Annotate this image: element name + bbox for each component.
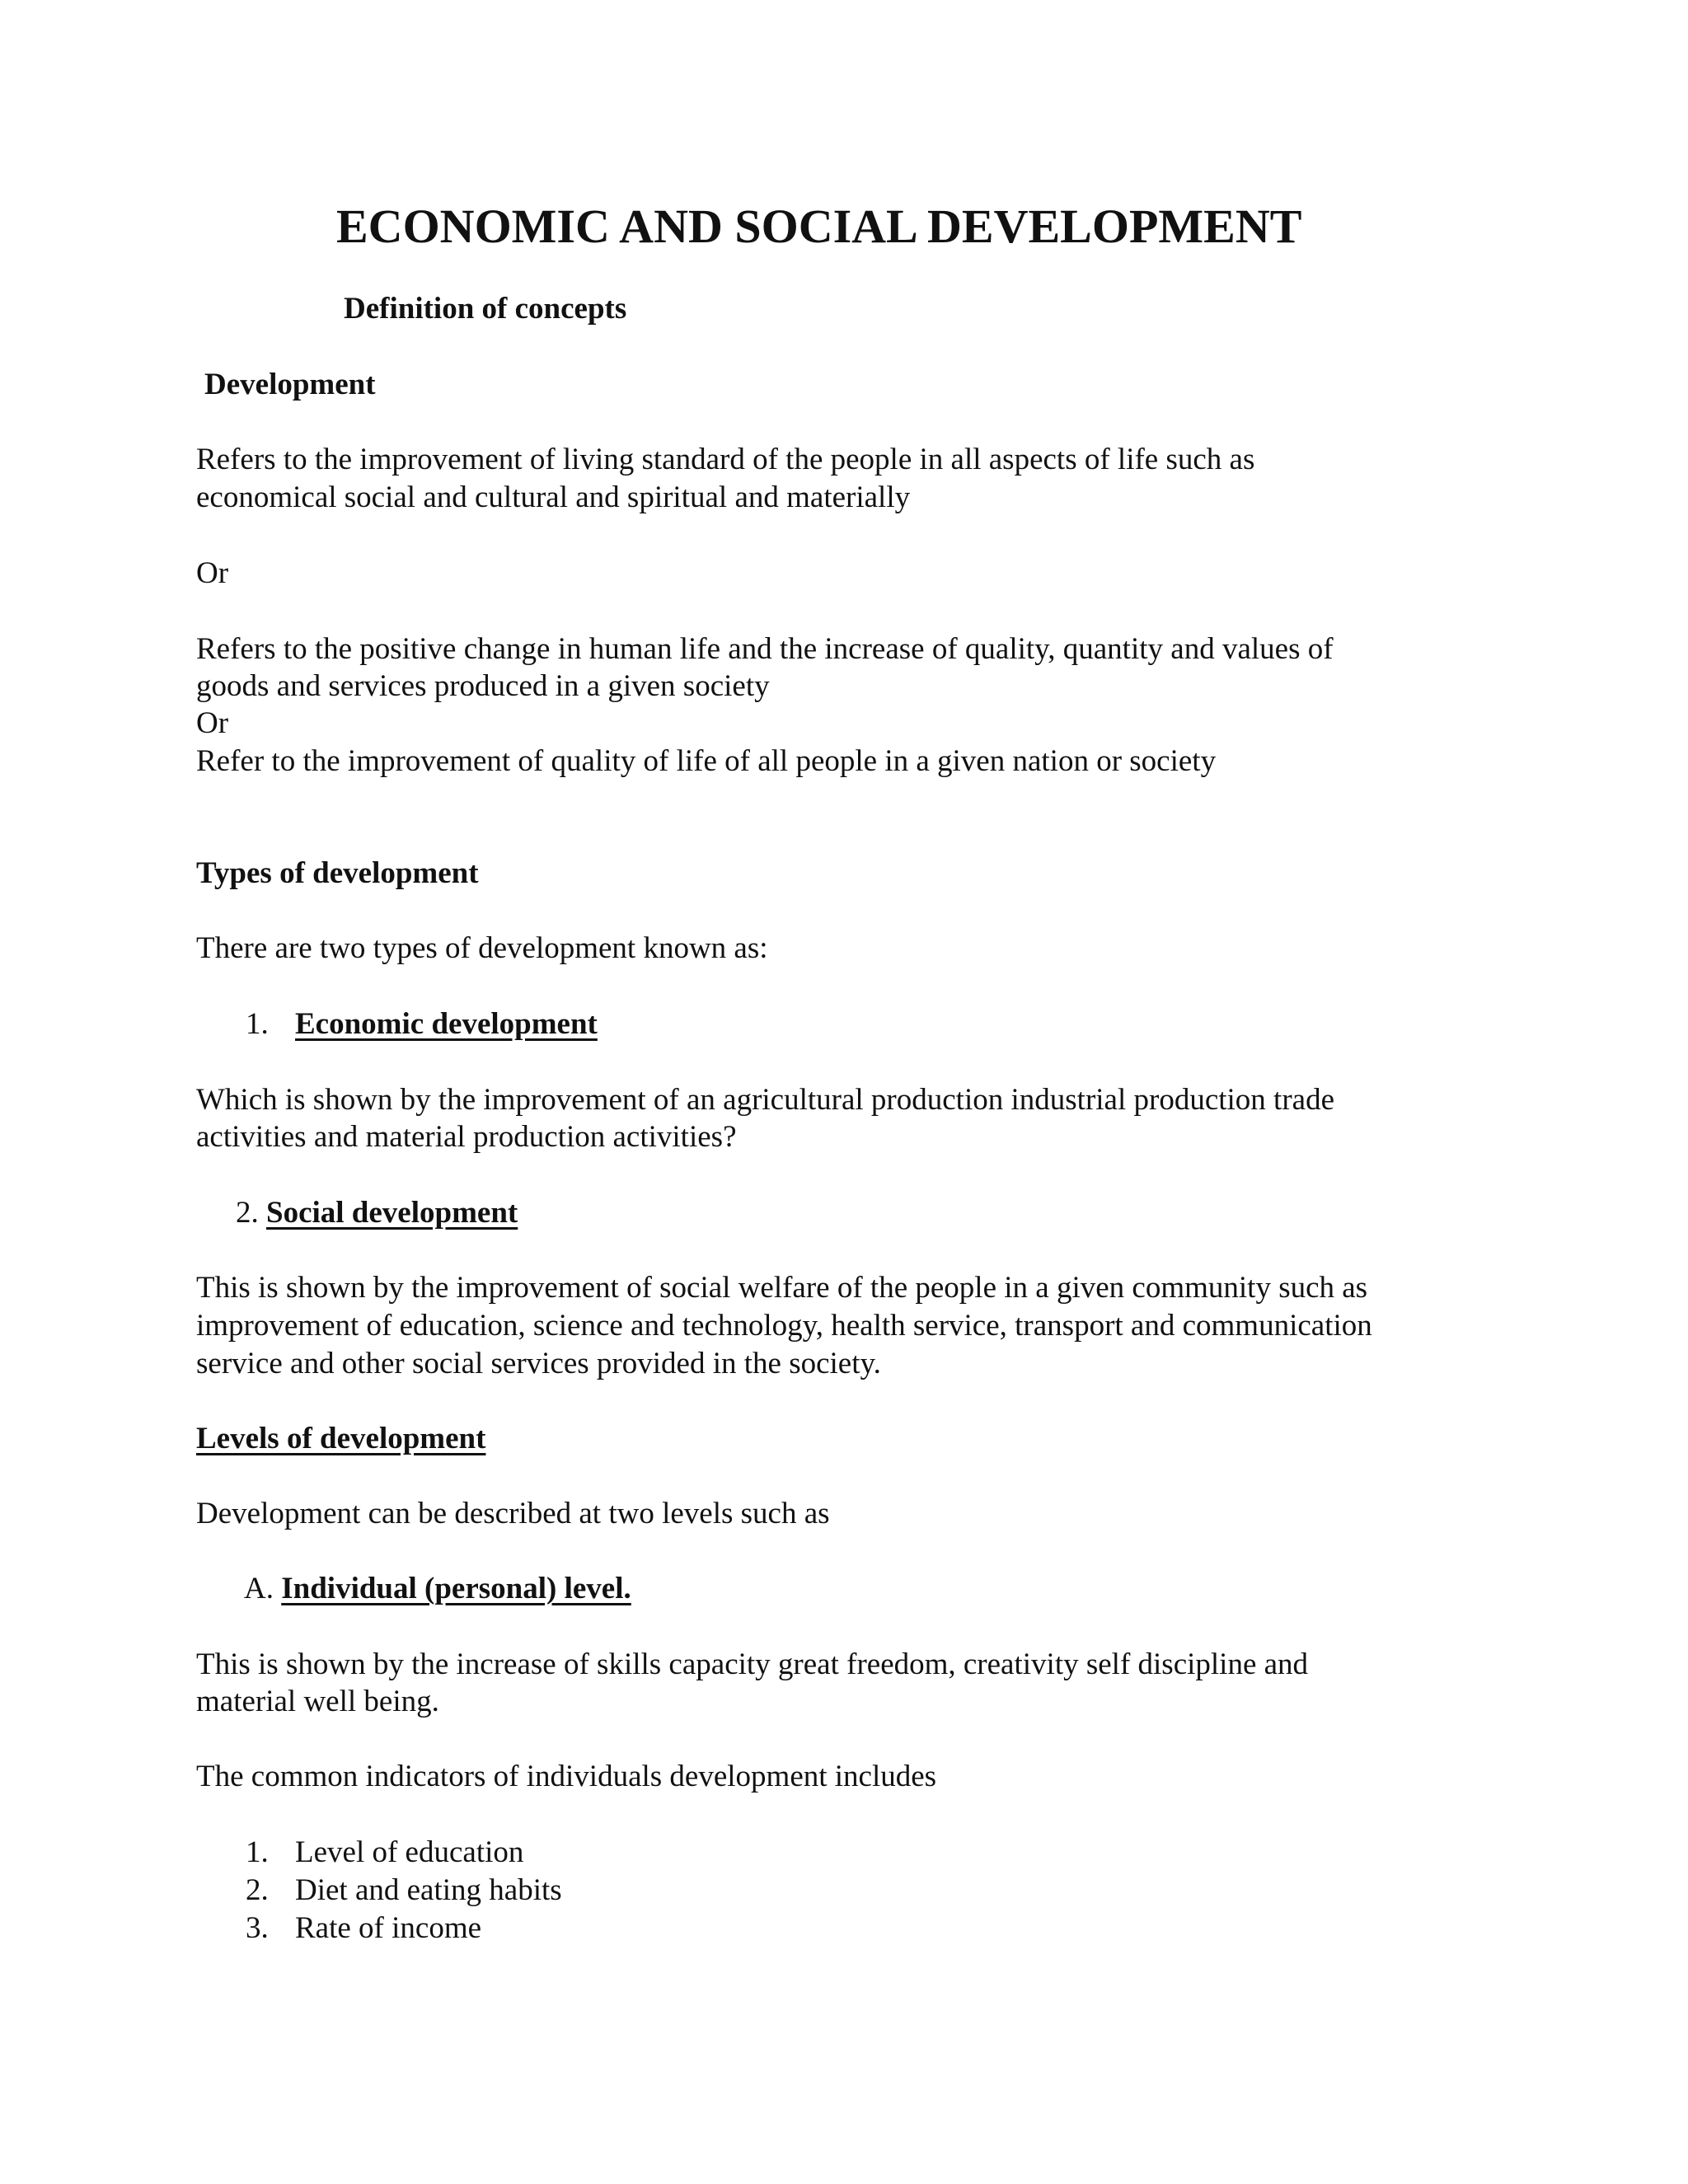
definition-1-line-2: economical social and cultural and spiritual and materially xyxy=(196,480,911,514)
economic-desc-line-1: Which is shown by the improvement of an agricultural production industrial production trade xyxy=(196,1083,1334,1117)
individual-desc-line-2: material well being. xyxy=(196,1685,439,1718)
list-item-social xyxy=(236,1194,518,1232)
list-number: 1. xyxy=(246,1835,269,1869)
list-item xyxy=(246,1872,562,1910)
social-desc-line-2: improvement of education, science and technology, health service, transport and communication xyxy=(196,1309,1372,1343)
list-number: 2. xyxy=(246,1873,269,1907)
heading-levels: Levels of development xyxy=(196,1422,486,1455)
levels-intro: Development can be described at two levels such as xyxy=(196,1497,830,1530)
economic-desc-line-2: activities and material production activities? xyxy=(196,1120,737,1154)
list-item-text: Diet and eating habits xyxy=(295,1873,562,1907)
heading-development: Development xyxy=(204,368,376,401)
list-number: 3. xyxy=(246,1911,269,1945)
list-item xyxy=(246,1910,481,1947)
list-item-text: Rate of income xyxy=(295,1911,482,1945)
definition-2-line-1: Refers to the positive change in human life and the increase of quality, quantity and values of xyxy=(196,632,1334,666)
individual-level-heading: Individual (personal) level. xyxy=(281,1572,631,1605)
or-separator-1: Or xyxy=(196,556,229,590)
social-desc-line-3: service and other social services provided in the society. xyxy=(196,1347,881,1380)
page-title: ECONOMIC AND SOCIAL DEVELOPMENT xyxy=(336,199,1302,253)
subtitle: Definition of concepts xyxy=(344,292,627,326)
list-letter: A. xyxy=(244,1572,274,1605)
social-development-heading: Social development xyxy=(266,1196,518,1230)
list-item-individual xyxy=(244,1570,631,1608)
list-item-text: Level of education xyxy=(295,1835,524,1869)
list-number: 1. xyxy=(246,1007,269,1041)
list-number: 2. xyxy=(236,1196,259,1230)
indicators-intro: The common indicators of individuals development includes xyxy=(196,1760,937,1793)
list-item-economic xyxy=(246,1005,598,1043)
heading-types: Types of development xyxy=(196,856,479,890)
individual-desc-line-1: This is shown by the increase of skills capacity great freedom, creativity self discipline and xyxy=(196,1647,1309,1681)
types-intro: There are two types of development known as: xyxy=(196,931,768,965)
social-desc-line-1: This is shown by the improvement of social welfare of the people in a given community such as xyxy=(196,1271,1368,1305)
definition-1-line-1: Refers to the improvement of living standard of the people in all aspects of life such as xyxy=(196,443,1255,476)
list-item xyxy=(246,1834,523,1872)
definition-2-line-2: goods and services produced in a given society xyxy=(196,669,770,703)
or-separator-2: Or xyxy=(196,706,229,740)
economic-development-heading: Economic development xyxy=(295,1007,598,1041)
definition-3: Refer to the improvement of quality of life of all people in a given nation or society xyxy=(196,744,1217,778)
